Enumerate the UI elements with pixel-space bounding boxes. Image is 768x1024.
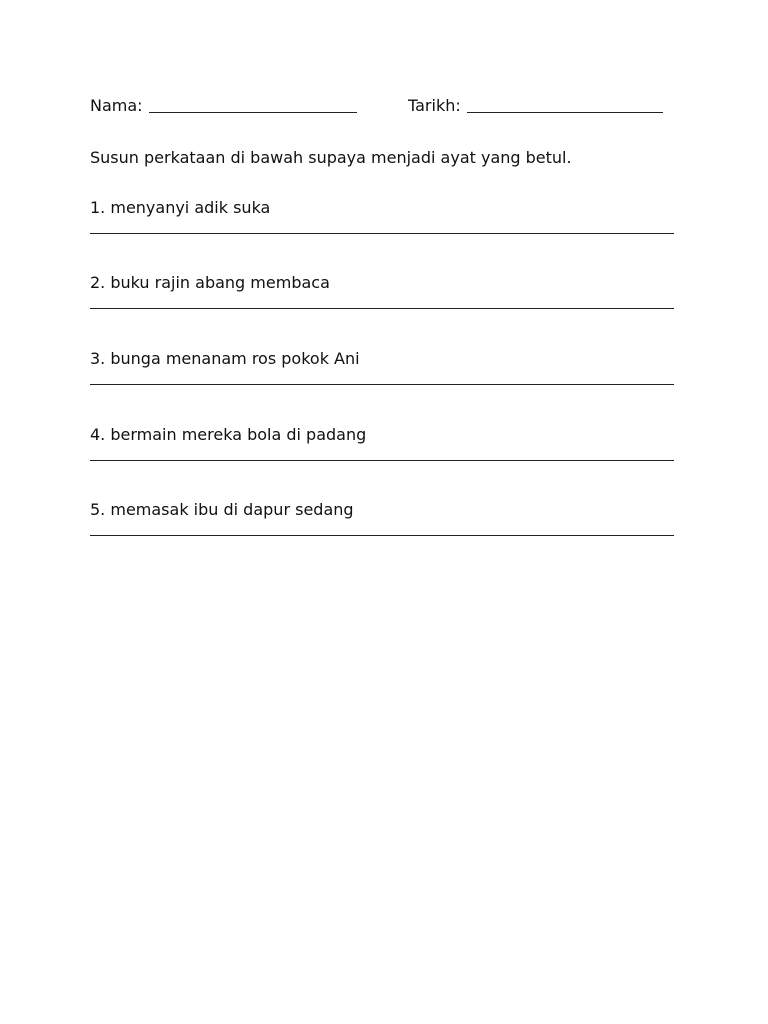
answer-line: [90, 308, 674, 309]
question-text: 1. menyanyi adik suka: [90, 198, 271, 217]
question-text: 4. bermain mereka bola di padang: [90, 425, 367, 444]
question-2: [90, 271, 674, 309]
answer-line: [90, 460, 674, 461]
date-label: Tarikh:: [408, 96, 461, 115]
question-text: 3. bunga menanam ros pokok Ani: [90, 349, 360, 368]
name-blank-line: [149, 111, 357, 113]
answer-line: [90, 384, 674, 385]
question-4: [90, 423, 674, 461]
answer-line: [90, 535, 674, 536]
question-text: 5. memasak ibu di dapur sedang: [90, 500, 354, 519]
instruction-text: Susun perkataan di bawah supaya menjadi ayat yang betul.: [90, 148, 572, 167]
name-field: [90, 94, 357, 118]
question-3: [90, 347, 674, 385]
answer-line: [90, 233, 674, 234]
header-row: [90, 94, 680, 118]
name-label: Nama:: [90, 96, 143, 115]
date-blank-line: [467, 111, 663, 113]
question-5: [90, 498, 674, 536]
question-text: 2. buku rajin abang membaca: [90, 273, 330, 292]
question-1: [90, 196, 674, 234]
date-field: [408, 94, 663, 118]
